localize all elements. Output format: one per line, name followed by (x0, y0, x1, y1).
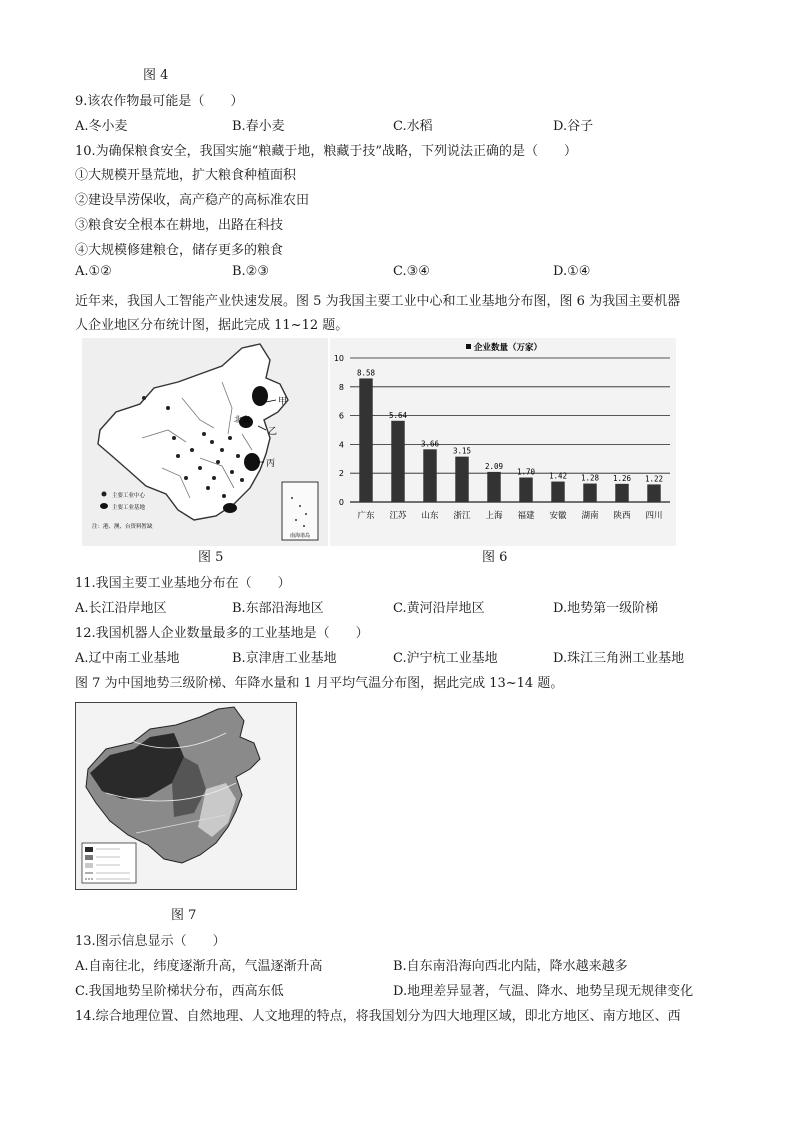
bar-value-label: 5.64 (388, 410, 408, 420)
x-tick-label: 山东 (421, 511, 439, 521)
q9-option-d[interactable]: D.谷子 (553, 119, 594, 134)
bar-value-label: 1.42 (548, 471, 568, 481)
x-tick-label: 福建 (517, 511, 535, 521)
q12-option-b[interactable]: B.京津唐工业基地 (232, 651, 337, 666)
label-yi: 乙 (268, 427, 278, 437)
q10-item-2: ②建设旱涝保收，高产稳产的高标准农田 (75, 193, 310, 208)
q13-option-b[interactable]: B.自东南沿海向西北内陆，降水越来越多 (393, 959, 628, 974)
bar (359, 378, 372, 502)
bar-value-label: 1.22 (644, 474, 664, 484)
bar-value-label: 1.26 (612, 473, 632, 483)
x-tick-label: 广东 (357, 511, 375, 521)
x-tick-label: 江苏 (389, 511, 407, 521)
legend-base-icon (100, 503, 108, 509)
label-beijing: 北京 (234, 415, 250, 424)
label-jia: 甲 (278, 397, 288, 407)
bar-value-label: 1.28 (580, 473, 600, 483)
x-tick-label: 陕西 (613, 511, 631, 521)
q10-option-b[interactable]: B.②③ (232, 264, 269, 279)
map-note: 注：港、澳、台资料暂缺 (92, 524, 153, 530)
fig7-map (75, 702, 297, 890)
bar-value-label: 1.70 (516, 467, 536, 477)
q10-item-4: ④大规模修建粮仓，储存更多的粮食 (75, 243, 284, 258)
q10-item-1: ①大规模开垦荒地，扩大粮食种植面积 (75, 168, 297, 183)
legend-item-base: 主要工业基地 (112, 505, 146, 511)
fig7-caption: 图 7 (171, 908, 197, 923)
china-industry-map (82, 338, 328, 546)
intro-11-12-line1: 近年来，我国人工智能产业快速发展。图 5 为我国主要工业中心和工业基地分布图，图 6 为我国主要机器 (75, 294, 681, 309)
q12-option-a[interactable]: A.辽中南工业基地 (75, 651, 180, 666)
q9-option-b[interactable]: B.春小麦 (232, 119, 285, 134)
bar (647, 484, 660, 502)
legend-center-icon (102, 492, 107, 497)
q13-option-c[interactable]: C.我国地势呈阶梯状分布，西高东低 (75, 984, 284, 999)
label-bing: 丙 (266, 459, 276, 469)
q13-stem: 13.图示信息显示（ ） (75, 934, 226, 949)
q13-option-a[interactable]: A.自南往北，纬度逐渐升高，气温逐渐升高 (75, 959, 323, 974)
bar-value-label: 3.66 (420, 439, 440, 449)
legend-swatch (466, 344, 471, 349)
fig4-caption: 图 4 (143, 68, 169, 83)
fig6-chart (330, 338, 676, 546)
q12-option-d[interactable]: D.珠江三角洲工业基地 (553, 651, 685, 666)
bar (487, 472, 500, 502)
q9-option-c[interactable]: C.水稻 (393, 119, 433, 134)
q10-option-a[interactable]: A.①② (75, 264, 112, 279)
bar (423, 449, 436, 502)
inset-label: 南海诸岛 (289, 533, 311, 539)
x-tick-label: 上海 (485, 511, 503, 521)
china-relief-map (76, 703, 296, 889)
bar (519, 478, 532, 502)
chart-legend: 企业数量（万家） (474, 343, 543, 353)
bar (391, 421, 404, 502)
q10-item-3: ③粮食安全根本在耕地，出路在科技 (75, 218, 284, 233)
fig6-caption: 图 6 (482, 550, 508, 565)
bar-value-label: 8.58 (356, 368, 376, 378)
q11-option-b[interactable]: B.东部沿海地区 (232, 601, 324, 616)
fig5-caption: 图 5 (198, 550, 224, 565)
q13-option-d[interactable]: D.地理差异显著，气温、降水、地势呈现无规律变化 (393, 984, 694, 999)
q9-option-a[interactable]: A.冬小麦 (75, 119, 128, 134)
y-tick-label: 10 (333, 354, 344, 363)
q10-option-c[interactable]: C.③④ (393, 264, 430, 279)
bar-value-label: 3.15 (452, 446, 472, 456)
y-tick-label: 0 (338, 498, 344, 507)
q14-stem: 14.综合地理位置、自然地理、人文地理的特点，将我国划分为四大地理区域，即北方地区、南方地区、西 (75, 1009, 681, 1024)
bar (615, 484, 628, 502)
fig5-map (82, 338, 328, 546)
q11-option-d[interactable]: D.地势第一级阶梯 (553, 601, 659, 616)
x-tick-label: 四川 (645, 511, 663, 521)
intro-13-14: 图 7 为中国地势三级阶梯、年降水量和 1 月平均气温分布图，据此完成 13~14 题。 (75, 676, 564, 691)
q10-stem: 10.为确保粮食安全，我国实施“粮藏于地，粮藏于技”战略，下列说法正确的是（ ） (75, 144, 577, 159)
bar (583, 484, 596, 502)
y-tick-label: 2 (338, 469, 344, 479)
q11-option-c[interactable]: C.黄河沿岸地区 (393, 601, 485, 616)
x-tick-label: 湖南 (581, 511, 599, 521)
bar (455, 457, 468, 502)
q9-stem: 9.该农作物最可能是（ ） (75, 94, 244, 109)
q11-option-a[interactable]: A.长江沿岸地区 (75, 601, 167, 616)
q11-stem: 11.我国主要工业基地分布在（ ） (75, 576, 291, 591)
y-tick-label: 8 (338, 382, 344, 392)
q12-stem: 12.我国机器人企业数量最多的工业基地是（ ） (75, 626, 369, 641)
q10-option-d[interactable]: D.①④ (553, 264, 591, 279)
robot-enterprise-bar-chart (330, 338, 676, 546)
x-tick-label: 浙江 (453, 511, 471, 521)
intro-11-12-line2: 人企业地区分布统计图，据此完成 11~12 题。 (75, 318, 349, 333)
bar-value-label: 2.09 (484, 461, 504, 471)
bar (551, 482, 564, 502)
y-tick-label: 4 (338, 440, 344, 450)
q12-option-c[interactable]: C.沪宁杭工业基地 (393, 651, 498, 666)
x-tick-label: 安徽 (549, 511, 567, 521)
y-tick-label: 6 (338, 411, 344, 421)
legend-item-center: 主要工业中心 (112, 493, 146, 499)
